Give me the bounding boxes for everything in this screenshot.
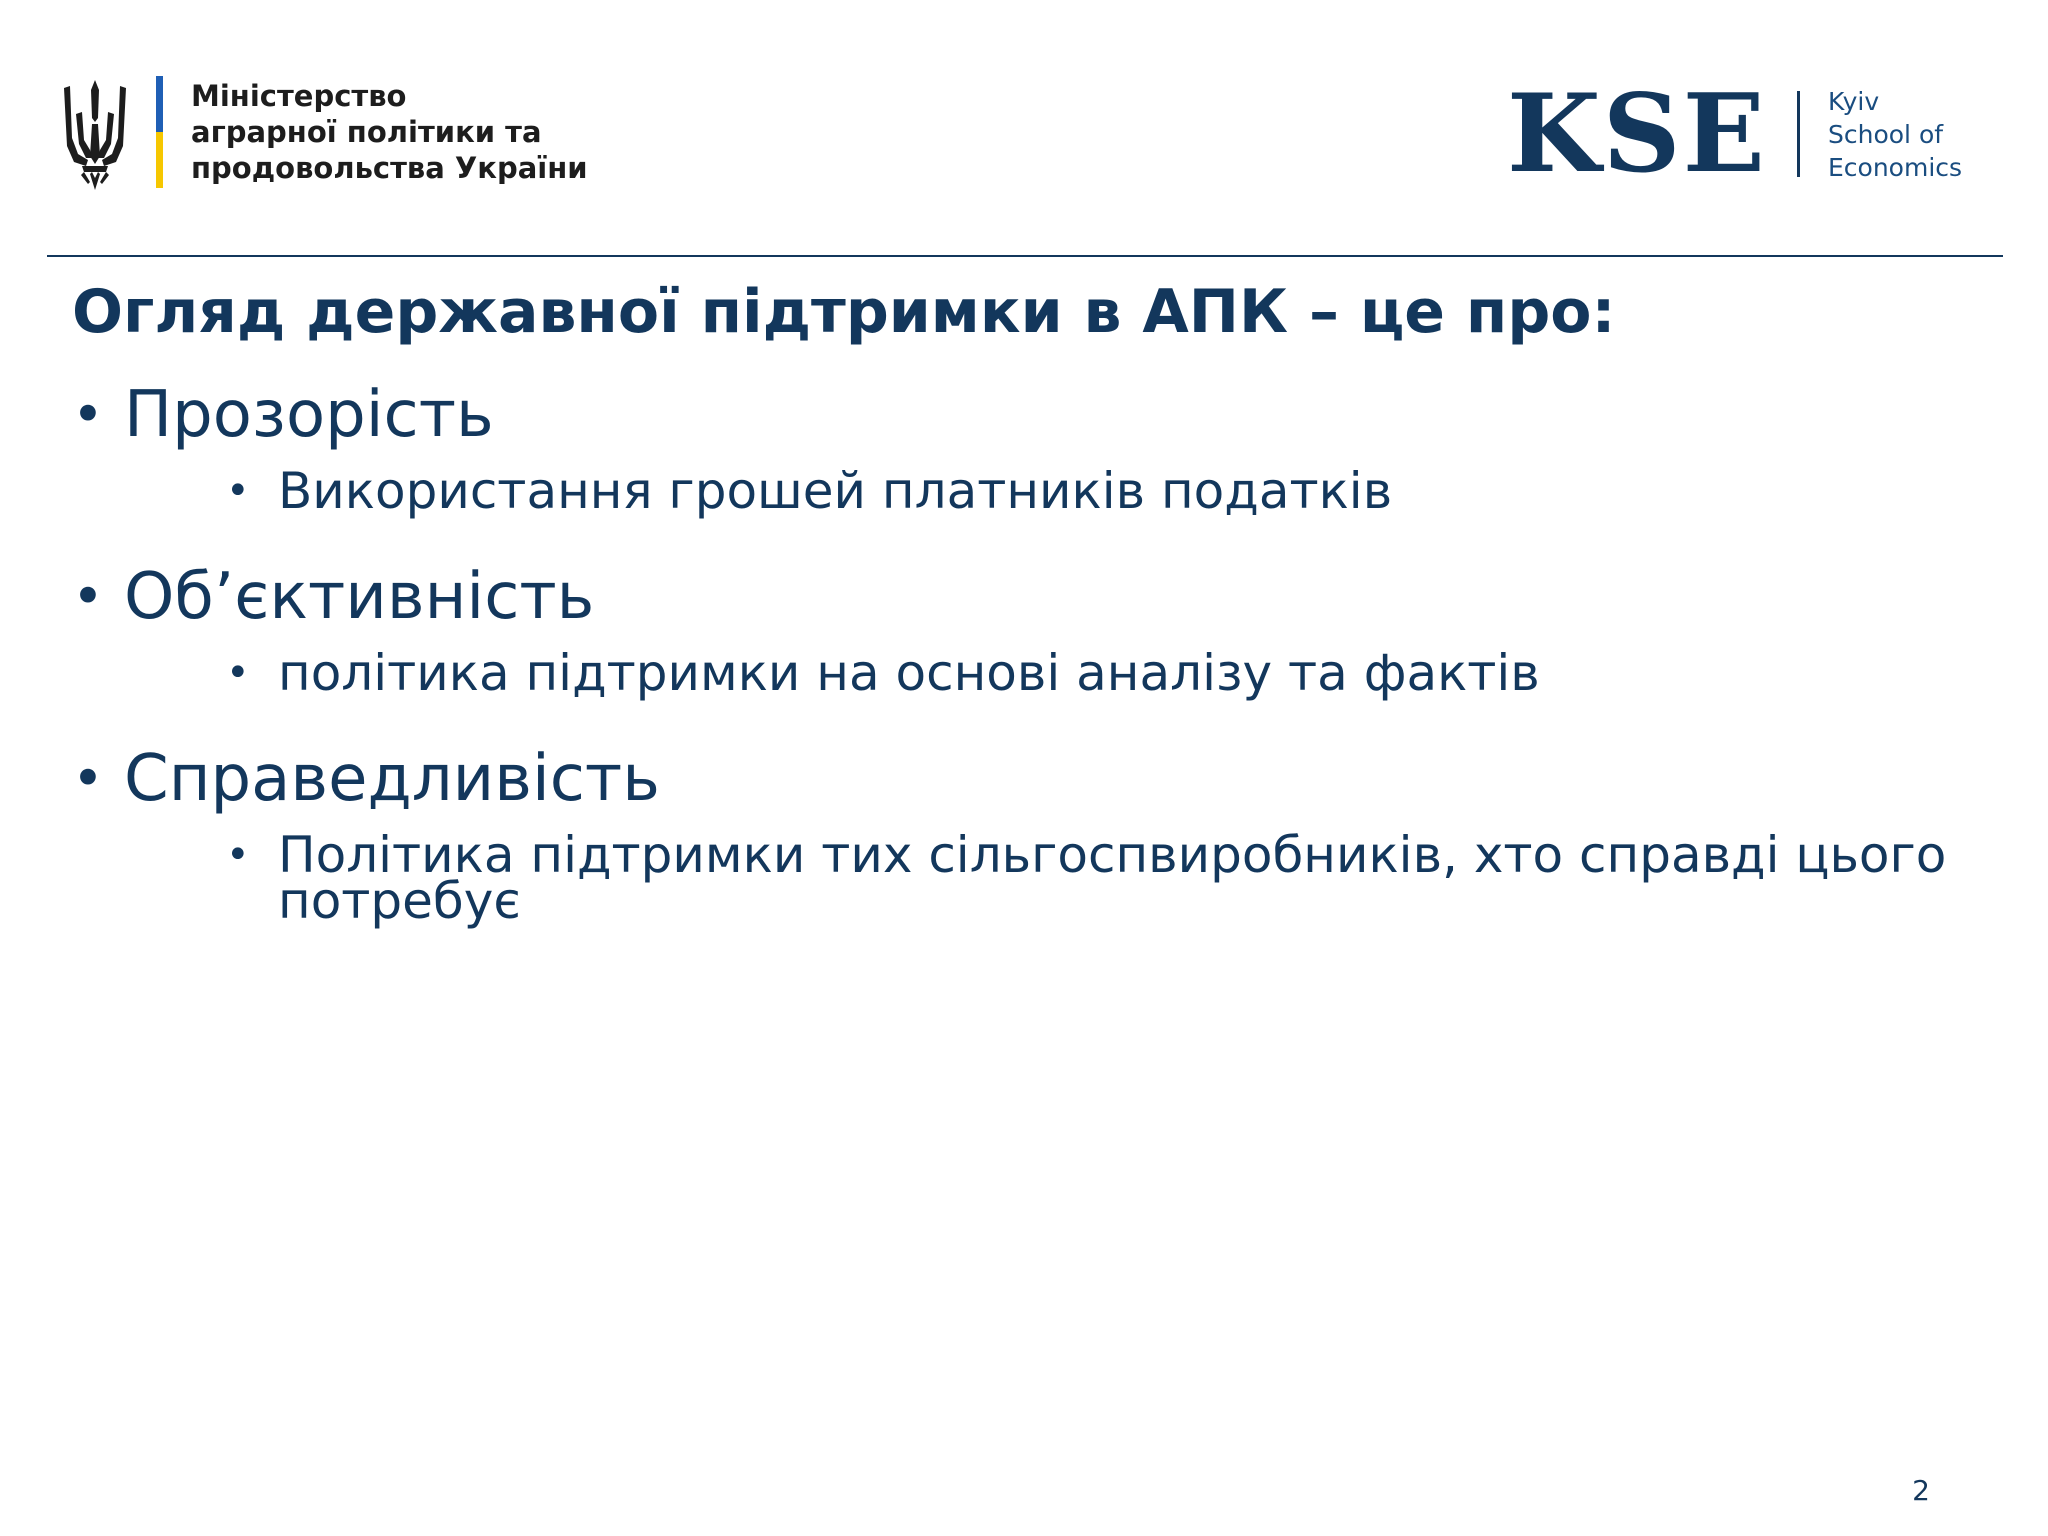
bullet-item [72,370,1972,460]
sub-bullet-item [226,462,2018,520]
ukraine-flag-bar [156,76,163,188]
kse-logo: KSE [1506,71,1767,197]
bullet-list [72,370,1972,962]
kse-tagline-line: Kyiv [1828,86,1880,116]
kse-tagline-line: Economics [1828,152,1963,182]
sub-bullet-text: Використання грошей платників податків [278,462,1393,520]
sub-bullet-text: політика підтримки на основі аналізу та фактів [278,644,1540,702]
kse-tagline-line: School of [1828,119,1944,149]
ministry-name [191,78,611,186]
sub-bullet-text-line: потребує [278,872,521,930]
slide-title: Огляд державної підтримки в АПК – це про: [72,277,1616,347]
bullet-dot: • [226,468,250,514]
bullet-dot: • [226,650,250,696]
bullet-dot: • [72,565,104,628]
bullet-text: Справедливість [124,742,660,816]
header-divider [47,255,2003,257]
sub-bullet-item [226,826,2018,930]
bullet-dot: • [72,383,104,446]
bullet-text: Об’єктивність [124,560,595,634]
kse-divider [1797,91,1800,177]
ministry-name-line: Міністерство [191,79,407,113]
ukraine-trident-icon [62,78,128,192]
bullet-dot: • [72,747,104,810]
bullet-text: Прозорість [124,378,494,452]
sub-bullet-item [226,644,2018,702]
sub-bullet-text-line: Політика підтримки тих сільгоспвиробників, хто справді цього [278,826,1947,884]
ministry-name-line: аграрної політики та [191,115,542,149]
ministry-header [62,74,611,192]
page-number: 2 [1912,1474,1930,1507]
bullet-item [72,734,1972,824]
kse-tagline [1828,85,1978,184]
ministry-name-line: продовольства України [191,151,588,185]
bullet-dot: • [226,832,250,878]
bullet-item [72,552,1972,642]
kse-header [1506,71,1978,197]
